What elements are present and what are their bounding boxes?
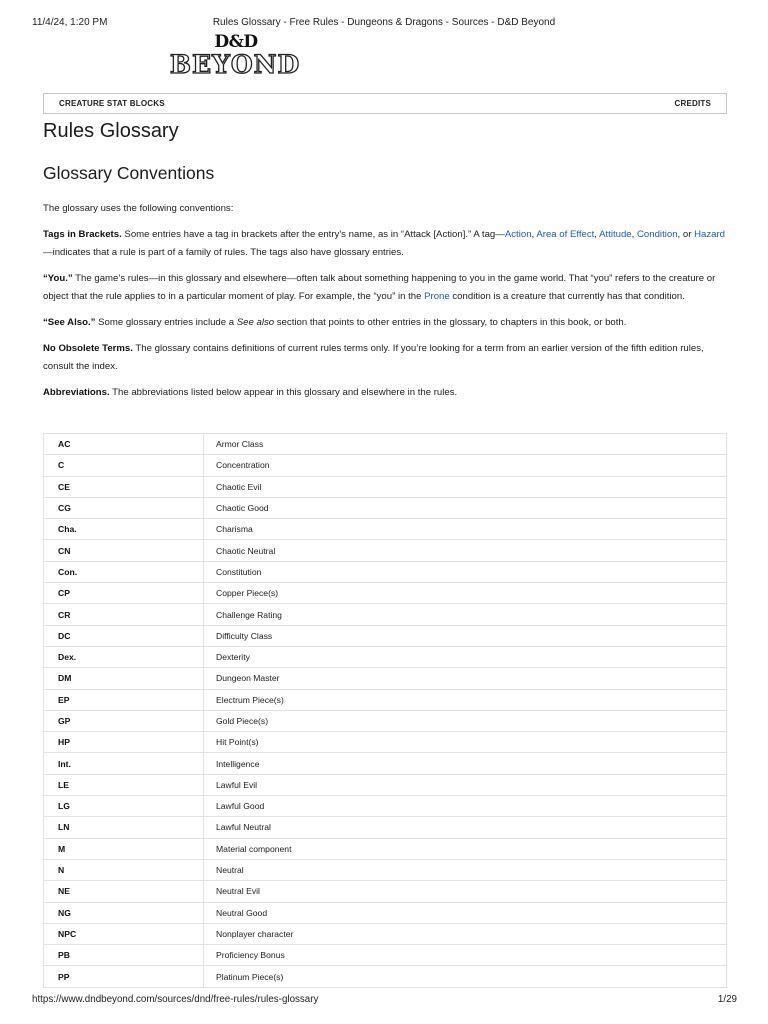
meaning-cell: Chaotic Neutral <box>204 540 727 561</box>
tags-lead: Tags in Brackets. <box>43 229 122 240</box>
meaning-cell: Neutral Good <box>204 902 727 923</box>
link-attitude[interactable]: Attitude <box>599 229 632 240</box>
abbreviation-cell: GP <box>44 710 204 731</box>
meaning-cell: Challenge Rating <box>204 604 727 625</box>
meaning-cell: Armor Class <box>204 434 727 455</box>
meaning-cell: Lawful Neutral <box>204 817 727 838</box>
abbreviation-cell: DC <box>44 625 204 646</box>
dnd-beyond-logo[interactable] <box>166 32 304 80</box>
chapter-nav <box>43 93 727 114</box>
see-also-text-1: Some glossary entries include a <box>95 317 237 328</box>
print-date: 11/4/24, 1:20 PM <box>32 17 108 28</box>
meaning-cell: Gold Piece(s) <box>204 710 727 731</box>
see-also-italic: See also <box>236 317 275 328</box>
tags-sep-2: , <box>594 229 600 240</box>
logo-beyond-text: BEYOND <box>169 50 301 79</box>
abbreviation-cell: Int. <box>44 753 204 774</box>
meaning-cell: Difficulty Class <box>204 625 727 646</box>
meaning-cell: Neutral Evil <box>204 881 727 902</box>
table-row <box>44 540 727 561</box>
meaning-cell: Copper Piece(s) <box>204 583 727 604</box>
table-row <box>44 732 727 753</box>
see-also-lead: “See Also.” <box>43 317 96 328</box>
abbreviation-cell: NPC <box>44 923 204 944</box>
table-row <box>44 604 727 625</box>
table-row <box>44 923 727 944</box>
table-row <box>44 625 727 646</box>
table-row <box>44 689 727 710</box>
table-row <box>44 497 727 518</box>
abbreviation-cell: CP <box>44 583 204 604</box>
you-text-1: The game’s rules—in this glossary and elsewhere—often talk about something happening to you in the game world. That “you” refers to the creature or object that the rule applies to in a particular moment of play. For example, the “you” in the <box>43 273 716 302</box>
intro-paragraph: The glossary uses the following conventions: <box>43 203 234 214</box>
tags-text-1: Some entries have a tag in brackets after the entry's name, as in “Attack [Action].” A tag— <box>121 229 505 240</box>
meaning-cell: Material component <box>204 838 727 859</box>
table-row <box>44 902 727 923</box>
print-url: https://www.dndbeyond.com/sources/dnd/free-rules/rules-glossary <box>32 994 319 1005</box>
abbreviation-cell: CN <box>44 540 204 561</box>
meaning-cell: Intelligence <box>204 753 727 774</box>
table-row <box>44 646 727 667</box>
abbreviation-cell: LG <box>44 796 204 817</box>
meaning-cell: Proficiency Bonus <box>204 945 727 966</box>
abbreviations-table-body <box>44 434 727 988</box>
link-hazard[interactable]: Hazard <box>694 229 726 240</box>
abbreviation-cell: NG <box>44 902 204 923</box>
table-row <box>44 668 727 689</box>
obsolete-text: The glossary contains definitions of current rules terms only. If you’re looking for a term from an earlier version of the fifth edition rules, consult the index. <box>43 343 704 372</box>
print-page-number: 1/29 <box>717 994 737 1005</box>
table-row <box>44 838 727 859</box>
section-title: Glossary Conventions <box>43 163 215 183</box>
table-row <box>44 476 727 497</box>
meaning-cell: Platinum Piece(s) <box>204 966 727 987</box>
link-action[interactable]: Action <box>504 229 532 240</box>
meaning-cell: Dungeon Master <box>204 668 727 689</box>
article-body <box>43 200 729 410</box>
table-row <box>44 455 727 476</box>
abbreviations-text: The abbreviations listed below appear in this glossary and elsewhere in the rules. <box>109 387 458 398</box>
meaning-cell: Dexterity <box>204 646 727 667</box>
meaning-cell: Lawful Good <box>204 796 727 817</box>
logo-dnd-text: D&D <box>214 32 258 52</box>
table-row <box>44 966 727 987</box>
you-paragraph <box>43 270 729 306</box>
table-row <box>44 881 727 902</box>
table-row <box>44 519 727 540</box>
meaning-cell: Chaotic Good <box>204 497 727 518</box>
abbreviation-cell: Cha. <box>44 519 204 540</box>
abbreviation-cell: CR <box>44 604 204 625</box>
table-row <box>44 817 727 838</box>
see-also-text-2: section that points to other entries in the glossary, to chapters in this book, or both. <box>274 317 627 328</box>
you-lead: “You.” <box>43 273 73 284</box>
abbreviation-cell: LN <box>44 817 204 838</box>
table-row <box>44 561 727 582</box>
tags-sep-4: , or <box>677 229 695 240</box>
table-row <box>44 774 727 795</box>
meaning-cell: Neutral <box>204 859 727 880</box>
table-row <box>44 583 727 604</box>
abbreviation-cell: PB <box>44 945 204 966</box>
table-row <box>44 753 727 774</box>
abbreviation-cell: HP <box>44 732 204 753</box>
abbreviation-cell: NE <box>44 881 204 902</box>
meaning-cell: Lawful Evil <box>204 774 727 795</box>
abbreviation-cell: Dex. <box>44 646 204 667</box>
abbreviation-cell: N <box>44 859 204 880</box>
abbreviation-cell: C <box>44 455 204 476</box>
abbreviation-cell: Con. <box>44 561 204 582</box>
obsolete-paragraph <box>43 340 729 376</box>
tags-sep-3: , <box>631 229 637 240</box>
abbreviation-cell: CG <box>44 497 204 518</box>
abbreviation-cell: AC <box>44 434 204 455</box>
page-title: Rules Glossary <box>43 120 179 142</box>
print-header <box>0 0 768 28</box>
abbreviation-cell: M <box>44 838 204 859</box>
meaning-cell: Nonplayer character <box>204 923 727 944</box>
meaning-cell: Charisma <box>204 519 727 540</box>
you-text-2: condition is a creature that currently has that condition. <box>449 291 685 302</box>
meaning-cell: Electrum Piece(s) <box>204 689 727 710</box>
abbreviations-paragraph <box>43 384 729 402</box>
abbreviation-cell: PP <box>44 966 204 987</box>
print-document-title: Rules Glossary - Free Rules - Dungeons & Dragons - Sources - D&D Beyond <box>212 17 556 28</box>
meaning-cell: Chaotic Evil <box>204 476 727 497</box>
abbreviations-lead: Abbreviations. <box>43 387 110 398</box>
abbreviation-cell: DM <box>44 668 204 689</box>
table-row <box>44 859 727 880</box>
abbreviations-table <box>43 433 727 988</box>
see-also-paragraph <box>43 314 729 332</box>
table-row <box>44 945 727 966</box>
table-row <box>44 796 727 817</box>
table-row <box>44 434 727 455</box>
obsolete-lead: No Obsolete Terms. <box>43 343 133 354</box>
link-prone[interactable]: Prone <box>424 291 450 302</box>
meaning-cell: Hit Point(s) <box>204 732 727 753</box>
tags-sep-1: , <box>531 229 537 240</box>
table-row <box>44 710 727 731</box>
link-area-of-effect[interactable]: Area of Effect <box>536 229 595 240</box>
tags-text-2: —indicates that a rule is part of a family of rules. The tags also have glossary entries. <box>43 247 404 258</box>
link-condition[interactable]: Condition <box>637 229 678 240</box>
meaning-cell: Constitution <box>204 561 727 582</box>
meaning-cell: Concentration <box>204 455 727 476</box>
abbreviation-cell: LE <box>44 774 204 795</box>
tags-paragraph <box>43 226 729 262</box>
nav-link-credits[interactable]: CREDITS <box>674 99 711 108</box>
abbreviation-cell: CE <box>44 476 204 497</box>
nav-link-creature-stat-blocks[interactable]: CREATURE STAT BLOCKS <box>59 99 165 108</box>
abbreviation-cell: EP <box>44 689 204 710</box>
